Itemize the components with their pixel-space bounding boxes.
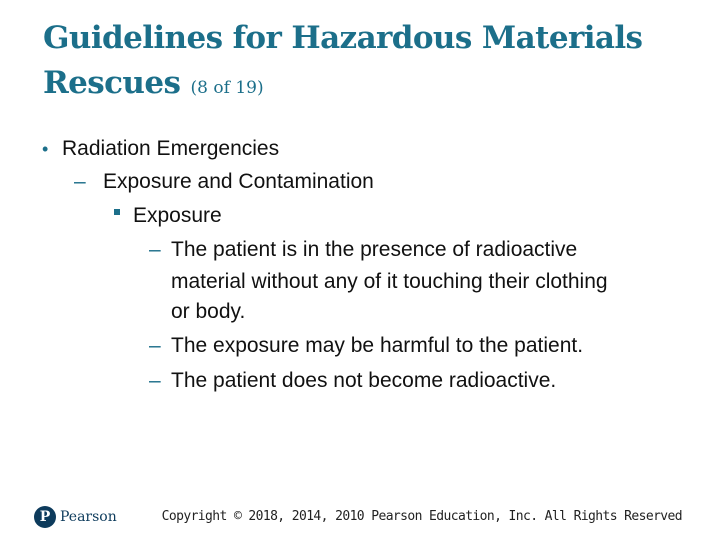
bullet-level-1	[42, 134, 280, 164]
bullet-continuation	[171, 267, 608, 297]
bullet-level-4	[149, 235, 578, 265]
bullet-text: Radiation Emergencies	[62, 137, 280, 160]
pearson-logo	[34, 504, 117, 530]
bullet-text: The exposure may be harmful to the patient.	[171, 334, 584, 357]
copyright-notice: Copyright © 2018, 2014, 2010 Pearson Education, Inc. All Rights Reserved	[161, 509, 682, 524]
bullet-text: Exposure	[133, 204, 222, 227]
square-bullet-icon	[114, 209, 120, 215]
bullet-level-4	[149, 331, 584, 361]
bullet-dot-icon: •	[42, 139, 49, 159]
bullet-text: Exposure and Contamination	[103, 170, 374, 193]
dash-icon: –	[149, 369, 161, 392]
bullet-level-2	[74, 167, 374, 197]
bullet-text: material without any of it touching their clothing	[171, 270, 608, 293]
pearson-wordmark: Pearson	[60, 509, 117, 525]
dash-icon: –	[74, 170, 86, 193]
bullet-text: The patient does not become radioactive.	[171, 369, 557, 392]
bullet-text: The patient is in the presence of radioactive	[171, 238, 578, 261]
dash-icon: –	[149, 238, 161, 261]
bullet-text: or body.	[171, 300, 246, 323]
bullet-level-4	[149, 366, 557, 396]
dash-icon: –	[149, 334, 161, 357]
bullet-level-3	[133, 201, 222, 231]
pearson-logo-icon: P	[34, 506, 56, 528]
title-line-1: Guidelines for Hazardous Materials	[43, 20, 643, 56]
bullet-continuation	[171, 297, 245, 327]
title-main-text: Rescues	[43, 65, 181, 101]
slide-counter: (8 of 19)	[190, 78, 264, 98]
